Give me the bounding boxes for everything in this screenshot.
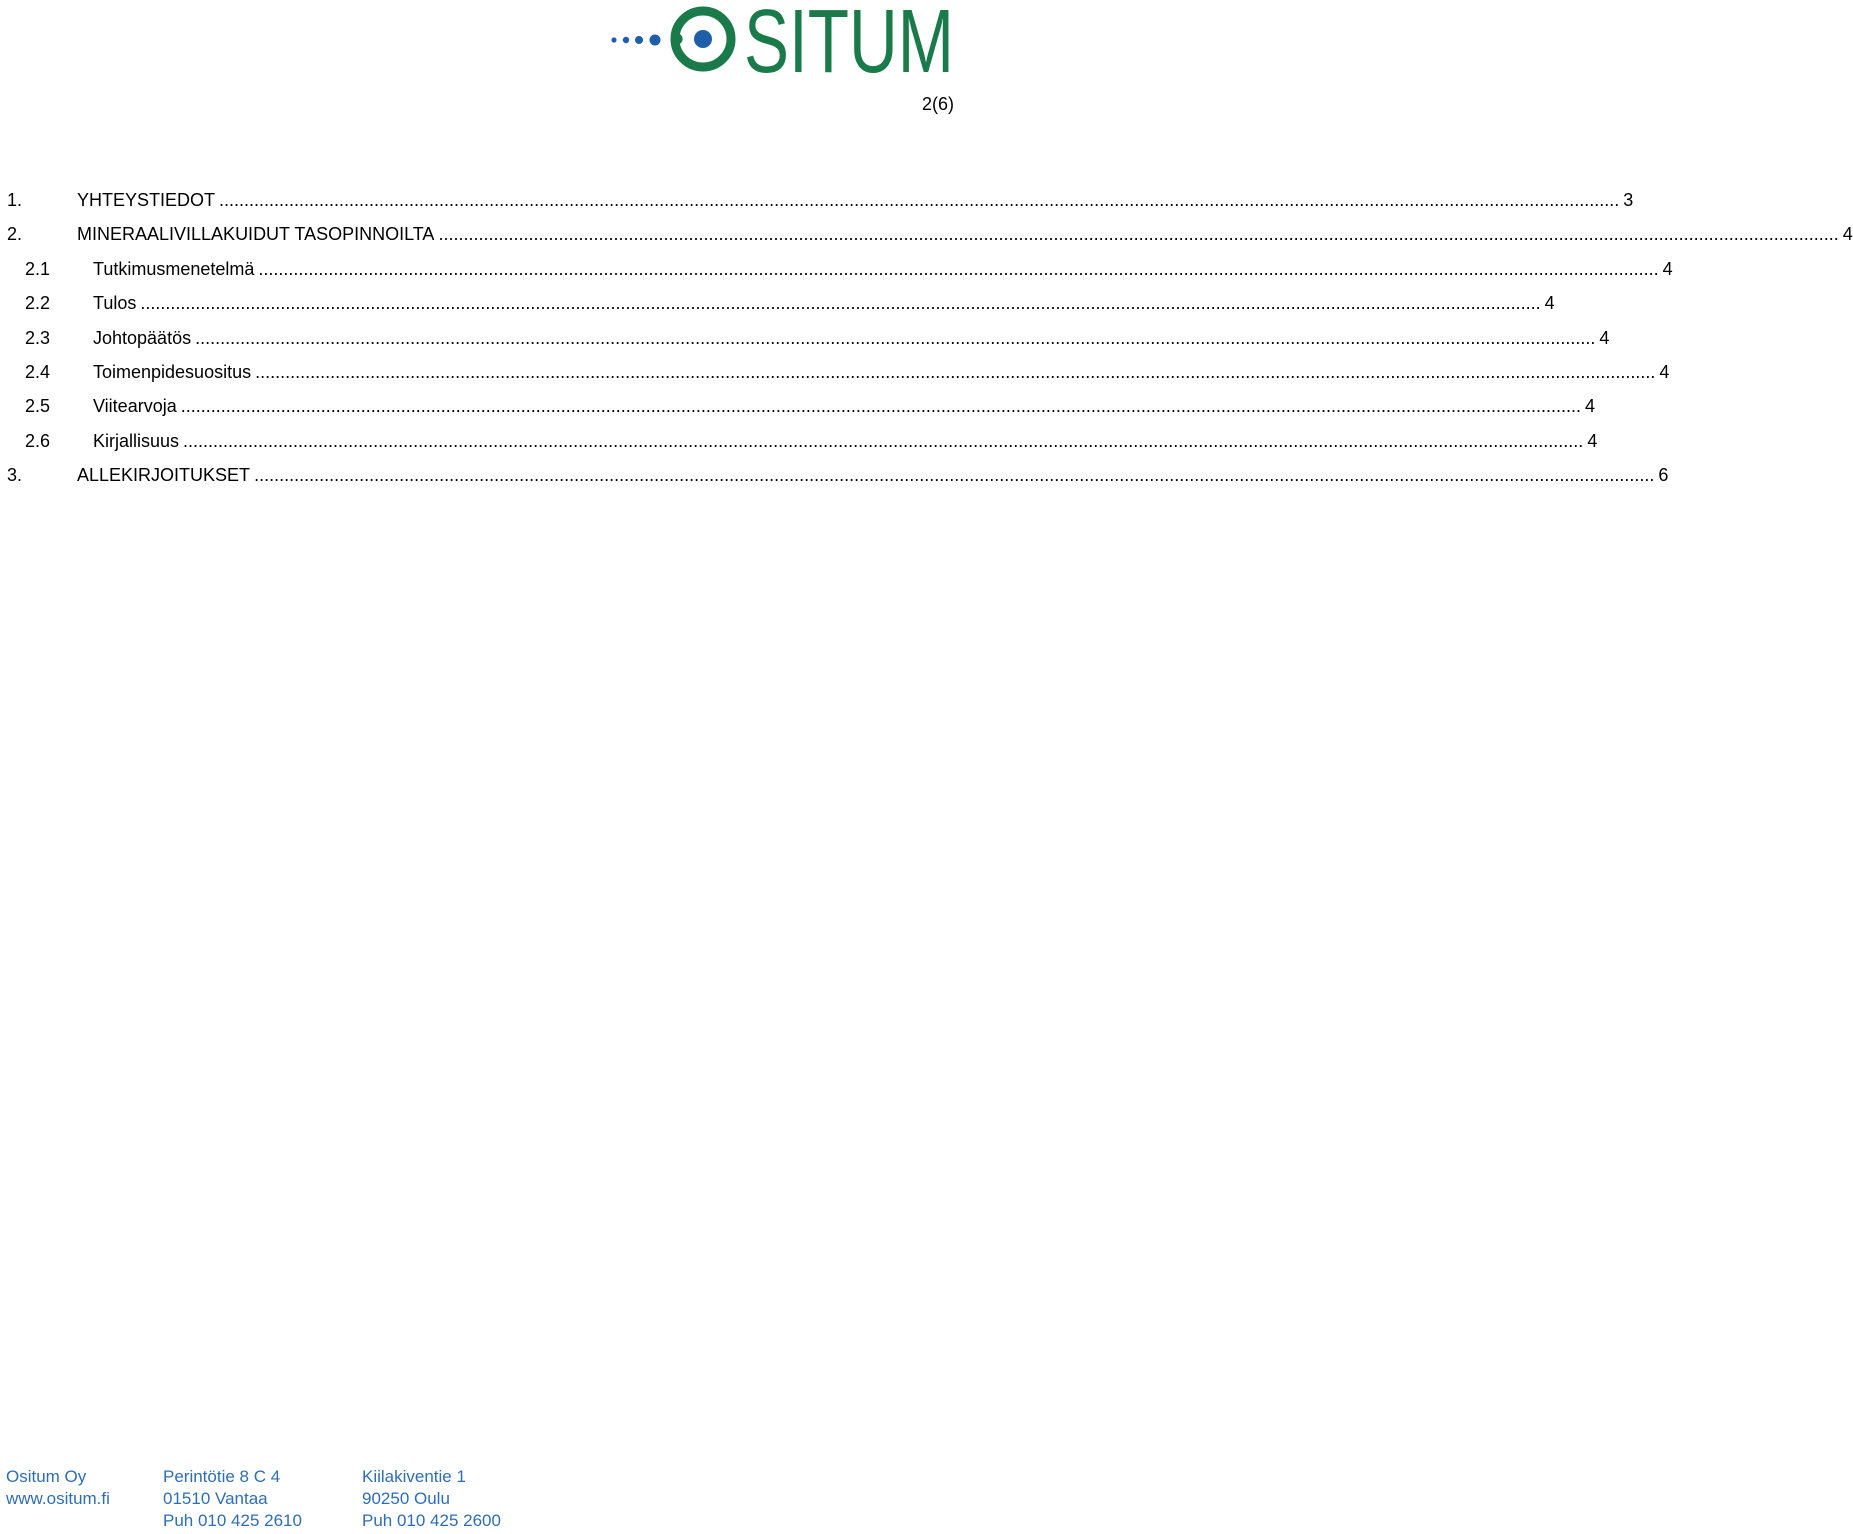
toc-number: 2.4 [25,361,51,382]
toc-leader-dots [219,190,1619,211]
svg-text:SITUM: SITUM [744,0,954,92]
toc-page-number: 4 [1659,361,1670,382]
toc-entry[interactable] [0,289,1555,323]
toc-title: Tulos [93,293,137,314]
toc-title: MINERAALIVILLAKUIDUT TASOPINNOILTA [77,224,435,245]
toc-number: 2.1 [25,258,51,279]
toc-leader-dots [183,431,1583,452]
toc-number: 2.3 [25,327,51,348]
toc-page-number: 4 [1544,293,1555,314]
footer-vantaa-office [163,1466,302,1532]
toc-page-number: 4 [1599,327,1610,348]
toc-leader-dots [258,259,1658,280]
toc-number: 3. [7,465,23,486]
toc-title: YHTEYSTIEDOT [77,190,216,210]
toc-line [93,293,1555,314]
footer-company [6,1466,110,1510]
toc-line [93,396,1596,417]
toc-entry[interactable] [0,255,1673,289]
toc-page-number: 4 [1585,396,1596,417]
toc-title: Tutkimusmenetelmä [93,258,255,279]
vantaa-street: Perintötie 8 C 4 [163,1467,281,1486]
toc-entry[interactable] [0,461,1669,495]
toc-page-number: 4 [1587,430,1598,451]
ositum-logo [606,0,956,92]
table-of-contents [0,186,1853,496]
toc-number: 2. [7,224,23,245]
toc-entry[interactable] [0,220,1853,254]
toc-leader-dots [438,224,1838,245]
oulu-postal: 90250 Oulu [362,1489,450,1508]
toc-line [93,327,1610,349]
vantaa-phone: Puh 010 425 2610 [163,1511,302,1530]
toc-number: 2.5 [25,396,51,417]
toc-line [77,465,1669,486]
oulu-phone: Puh 010 425 2600 [362,1511,501,1530]
page-number: 2(6) [921,94,954,114]
toc-leader-dots [140,293,1540,314]
toc-page-number: 4 [1662,258,1673,279]
toc-line [93,430,1598,452]
toc-title: Viitearvoja [93,396,177,417]
toc-line [77,224,1853,245]
toc-title: Toimenpidesuositus [93,361,252,382]
toc-entry[interactable] [0,186,1634,220]
vantaa-postal: 01510 Vantaa [163,1489,268,1508]
toc-entry[interactable] [0,392,1596,426]
company-website-link[interactable]: www.ositum.fi [6,1489,110,1508]
footer-oulu-office [362,1466,501,1532]
toc-title: Kirjallisuus [93,430,180,451]
company-name: Ositum Oy [6,1467,87,1486]
toc-leader-dots [195,328,1595,349]
toc-line [93,258,1673,280]
toc-page-number: 6 [1658,465,1669,486]
toc-page-number: 3 [1623,190,1634,210]
toc-line [93,361,1670,383]
toc-line [77,190,1634,211]
toc-leader-dots [181,396,1581,417]
toc-leader-dots [255,362,1655,383]
toc-title: Johtopäätös [93,327,192,348]
oulu-street: Kiilakiventie 1 [362,1467,466,1486]
toc-leader-dots [254,465,1654,486]
toc-number: 2.6 [25,430,51,451]
toc-number: 2.2 [25,293,51,314]
toc-entry[interactable] [0,427,1598,461]
toc-title: ALLEKIRJOITUKSET [77,465,251,486]
toc-page-number: 4 [1842,224,1853,245]
toc-entry[interactable] [0,358,1670,392]
toc-number: 1. [7,190,23,210]
toc-entry[interactable] [0,324,1610,358]
